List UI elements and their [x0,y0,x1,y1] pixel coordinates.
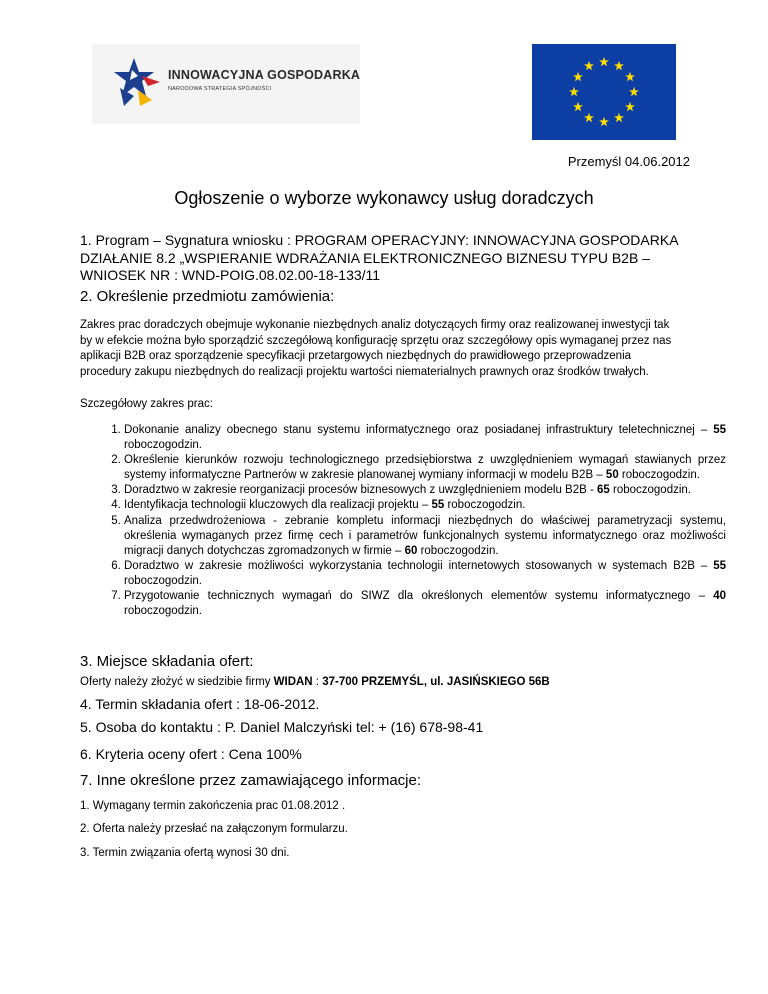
list-item: 1. Dokonanie analizy obecnego stanu systemu informatycznego oraz posiadanej infrastruktury teletechnicznej – 55 roboczogodzin. [124,423,726,453]
list-item: 7. Przygotowanie technicznych wymagań do SIWZ dla określonych elementów systemu informatycznego – 40 roboczogodzin. [124,589,726,619]
scope-label: Szczegółowy zakres prac: [80,398,213,410]
list-item: 4. Identyfikacja technologii kluczowych dla realizacji projektu – 55 roboczogodzin. [124,498,726,513]
note-item: 2. Oferta należy przesłać na załączonym formularzu. [80,823,348,835]
section-4-deadline: 4. Termin składania ofert : 18-06-2012. [80,696,320,712]
section-5-contact: 5. Osoba do kontaktu : P. Daniel Malczyński tel: + (16) 678-98-41 [80,719,484,735]
section-1-program: 1. Program – Sygnatura wniosku : PROGRAM OPERACYJNY: INNOWACYJNA GOSPODARKA DZIAŁANIE 8.2 „WSPIERANIE WDRAŻANIA ELEKTRONICZNEGO BIZNESU TYPU B2B – WNIOSEK NR : WND-POIG.08.02.00-18-133/11 [80,232,678,283]
logo-title: INNOWACYJNA GOSPODARKA [168,68,361,82]
list-item: 5. Analiza przedwdrożeniowa - zebranie kompletu informacji niezbędnych do właściwej parametryzacji systemu, określenia wymaganych przez firmę cech i parametrów funkcjonalnych systemu informatycznego oraz możliwości migracji danych dotychczas zgromadzonych w firmie – 60 roboczogodzin. [124,514,726,559]
logo-subtitle: NARODOWA STRATEGIA SPÓJNOŚCI [168,86,272,92]
section-3-text: Oferty należy złożyć w siedzibie firmy WIDAN : 37-700 PRZEMYŚL, ul. JASIŃSKIEGO 56B [80,676,550,688]
note-item: 1. Wymagany termin zakończenia prac 01.08.2012 . [80,800,346,812]
list-item: 2. Określenie kierunków rozwoju technologicznego przedsiębiorstwa z uwzględnieniem wymagań stawianych przez systemy informatyczne Partnerów w zakresie planowanej wymiany informacji w modelu B2B – 50 roboczogodzin. [124,453,726,483]
note-item: 3. Termin związania ofertą wynosi 30 dni. [80,847,290,859]
section-2-heading: 2. Określenie przedmiotu zamówienia: [80,288,335,305]
eu-stars-icon [532,44,676,140]
document-date: Przemyśl 04.06.2012 [567,154,690,169]
section-2-paragraph: Zakres prac doradczych obejmuje wykonanie niezbędnych analiz dotyczących firmy oraz realizowanej inwestycji tak by w efekcie można było sporządzić szczegółową konfigurację sprzętu oraz szczegółowy opis wymaganej przez nas aplikacji B2B oraz sporządzenie specyfikacji przetargowych niezbędnych do prawidłowego przeprowadzenia procedury zakupu niezbędnych do realizacji projektu wartości niematerialnych prawnych oraz środków trwałych. [80,319,672,378]
innowacyjna-gospodarka-logo [92,44,360,124]
eu-star-icon [629,87,639,96]
eu-flag-logo [532,44,676,140]
document-title: Ogłoszenie o wyborze wykonawcy usług doradczych [174,188,594,208]
eu-star-icon [584,113,594,122]
logo-star-icon [112,56,164,110]
eu-star-icon [569,87,579,96]
section-3-heading: 3. Miejsce składania ofert: [80,653,254,670]
eu-star-icon [614,113,624,122]
section-6-criteria: 6. Kryteria oceny ofert : Cena 100% [80,746,302,762]
eu-star-icon [599,117,609,126]
scope-list [80,423,726,619]
eu-star-icon [625,72,635,81]
company-name: WIDAN [273,676,313,688]
eu-star-icon [573,102,583,111]
eu-star-icon [614,61,624,70]
list-item: 6. Doradztwo w zakresie możliwości wykorzystania technologii internetowych stosowanych w systemach B2B – 55 roboczogodzin. [124,559,726,589]
eu-star-icon [573,72,583,81]
eu-star-icon [599,57,609,66]
list-item: 3. Doradztwo w zakresie reorganizacji procesów biznesowych z uwzględnieniem modelu B2B - 65 roboczogodzin. [124,483,726,498]
eu-star-icon [584,61,594,70]
section-7-heading: 7. Inne określone przez zamawiającego informacje: [80,772,422,789]
eu-star-icon [625,102,635,111]
company-address: 37-700 PRZEMYŚL, ul. JASIŃSKIEGO 56B [322,676,550,688]
